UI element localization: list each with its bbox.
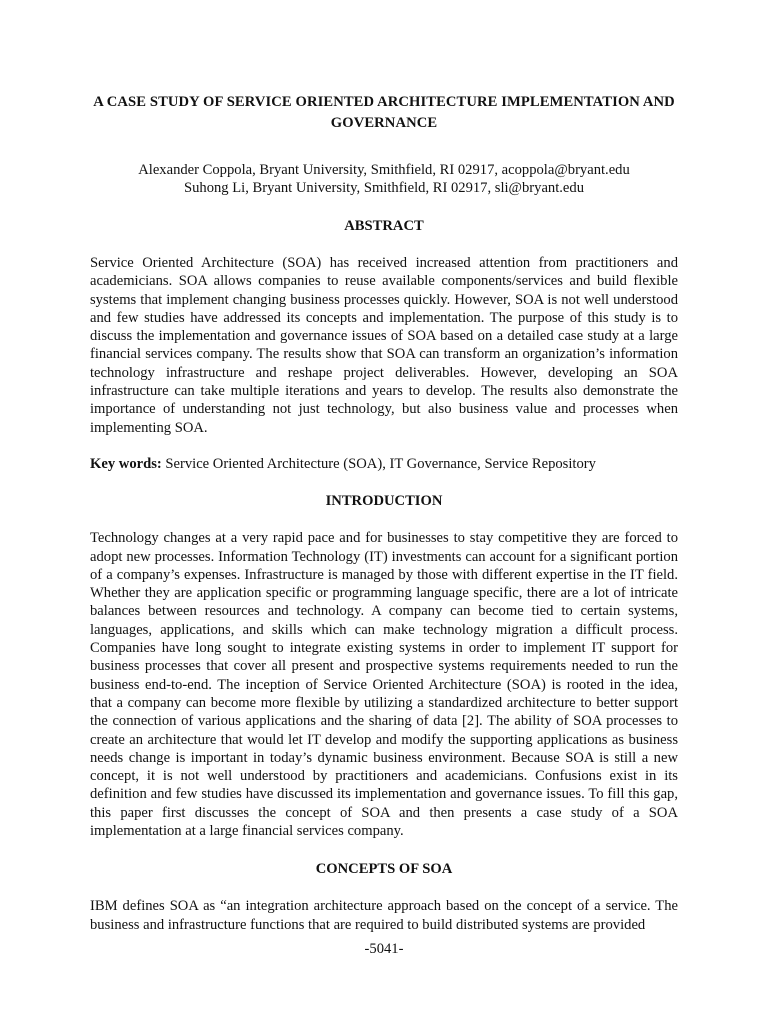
introduction-heading: INTRODUCTION <box>325 493 443 510</box>
concepts-heading: CONCEPTS OF SOA <box>315 861 453 878</box>
keywords-label: Key words: <box>90 455 162 472</box>
author-line-2: Suhong Li, Bryant University, Smithfield, RI 02917, sli@bryant.edu <box>183 180 584 196</box>
abstract-text: Service Oriented Architecture (SOA) has received increased attention from practitioners and academicians. SOA allows companies to reuse available components/services and build flexible systems that implement changing business processes quickly. However, SOA is not well understood and few studies have addressed its concepts and implementation. The purpose of this study is to discuss the implementation and governance issues of SOA based on a detailed case study at a large financial services company. The results show that SOA can transform an organization’s information technology infrastructure and reshape project deliverables. However, developing an SOA infrastructure can take multiple iterations and years to develop. The results also demonstrate the importance of understanding not just technology, but also business value and processes when implementing SOA. <box>90 255 678 436</box>
abstract-heading: ABSTRACT <box>344 218 424 234</box>
author-list <box>90 161 678 197</box>
author-line-1: Alexander Coppola, Bryant University, Smithfield, RI 02917, acoppola@bryant.edu <box>138 162 630 178</box>
introduction-text: Technology changes at a very rapid pace and for businesses to stay competitive they are forced to adopt new processes. Information Technology (IT) investments can account for a significant portion of a company’s expenses. Infrastructure is managed by those with different expertise in the IT field. Whether they are application specific or programming language specific, there are a lot of intricate balances between resources and technology. A company can become tied to certain systems, languages, applications, and skills which can make technology migration a difficult process. Companies have long sought to integrate existing systems in order to implement IT support for business processes that cover all present and prospective systems requirements needed to run the business end-to-end. The inception of Service Oriented Architecture (SOA) is rooted in the idea, that a company can become more flexible by utilizing a standardized architecture to better support the connection of various applications and the sharing of data [2]. The ability of SOA processes to create an architecture that would let IT develop and modify the supporting applications as business needs change is important in today’s dynamic business environment. Because SOA is still a new concept, it is not well understood by practitioners and academicians. Confusions exist in its definition and few studies have discussed its implementation and governance issues. To fill this gap, this paper first discusses the concept of SOA and then presents a case study of a SOA implementation at a large financial services company. <box>90 530 678 840</box>
keywords-line <box>90 455 678 473</box>
keywords-text: Service Oriented Architecture (SOA), IT Governance, Service Repository <box>161 455 596 472</box>
concepts-text: IBM defines SOA as “an integration architecture approach based on the concept of a service. The business and infrastructure functions that are required to build distributed systems are provided <box>90 898 678 933</box>
page-number: -5041- <box>364 941 404 957</box>
paper-title: A CASE STUDY OF SERVICE ORIENTED ARCHITECTURE IMPLEMENTATION AND GOVERNANCE <box>93 94 675 131</box>
